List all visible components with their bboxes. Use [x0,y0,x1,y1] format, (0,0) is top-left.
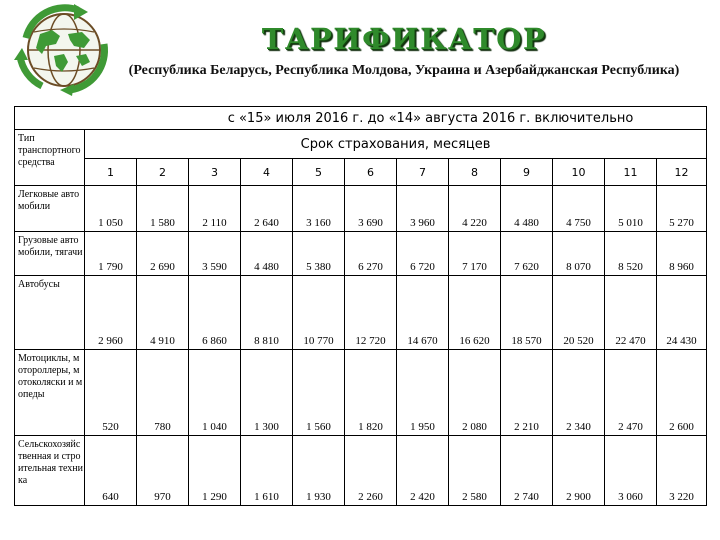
term-header: Срок страхования, месяцев [85,130,707,159]
tariff-value-cell: 3 690 [345,186,397,232]
tariff-value-cell: 4 910 [137,276,189,350]
tariff-value-cell: 1 930 [293,436,345,506]
tariff-table [14,106,707,506]
table-row [15,186,707,232]
tariff-value-cell: 1 050 [85,186,137,232]
vehicle-type-cell: Легковые автомобили [15,186,85,232]
tariff-value-cell: 1 580 [137,186,189,232]
tariff-value-cell: 22 470 [605,276,657,350]
tariff-value-cell: 3 960 [397,186,449,232]
month-header-cell: 7 [397,159,449,186]
month-header-cell: 1 [85,159,137,186]
tariff-value-cell: 4 480 [241,232,293,276]
month-header-cell: 6 [345,159,397,186]
period-header: с «15» июля 2016 г. до «14» августа 2016 г. включительно [15,107,707,130]
green-globe-recycle-arrows-icon [12,4,116,96]
tariff-value-cell: 640 [85,436,137,506]
tariff-value-cell: 2 080 [449,350,501,436]
month-header-cell: 11 [605,159,657,186]
tariff-value-cell: 3 590 [189,232,241,276]
tariff-value-cell: 1 790 [85,232,137,276]
tariff-value-cell: 7 170 [449,232,501,276]
tariff-value-cell: 1 040 [189,350,241,436]
month-row [15,159,707,186]
tariff-value-cell: 8 520 [605,232,657,276]
tariff-value-cell: 1 610 [241,436,293,506]
tariff-value-cell: 2 580 [449,436,501,506]
tariff-value-cell: 6 270 [345,232,397,276]
tariff-value-cell: 16 620 [449,276,501,350]
tariff-value-cell: 4 750 [553,186,605,232]
tariff-value-cell: 1 950 [397,350,449,436]
tariff-value-cell: 2 600 [657,350,707,436]
vehicle-type-cell: Автобусы [15,276,85,350]
month-header-cell: 4 [241,159,293,186]
tariff-value-cell: 18 570 [501,276,553,350]
tariff-value-cell: 12 720 [345,276,397,350]
page-subtitle: (Республика Беларусь, Республика Молдова, Украина и Азербайджанская Республика) [128,63,680,78]
tariff-value-cell: 2 960 [85,276,137,350]
month-header-cell: 12 [657,159,707,186]
tariff-value-cell: 8 960 [657,232,707,276]
month-header-cell: 3 [189,159,241,186]
tariff-value-cell: 14 670 [397,276,449,350]
tariff-value-cell: 3 060 [605,436,657,506]
tariff-value-cell: 6 720 [397,232,449,276]
tariff-value-cell: 3 220 [657,436,707,506]
vehicle-type-cell: Мотоциклы, мотороллеры, мотоколяски и мопеды [15,350,85,436]
tariff-value-cell: 4 480 [501,186,553,232]
table-row [15,232,707,276]
tariff-value-cell: 2 740 [501,436,553,506]
table-row [15,436,707,506]
tariff-value-cell: 2 690 [137,232,189,276]
table-row [15,350,707,436]
tariff-value-cell: 8 070 [553,232,605,276]
tariff-value-cell: 2 420 [397,436,449,506]
tariff-value-cell: 2 340 [553,350,605,436]
tariff-value-cell: 780 [137,350,189,436]
vehicle-type-cell: Грузовые автомобили, тягачи [15,232,85,276]
tariff-value-cell: 4 220 [449,186,501,232]
tariff-value-cell: 1 290 [189,436,241,506]
month-header-cell: 10 [553,159,605,186]
tariff-value-cell: 1 820 [345,350,397,436]
tariff-value-cell: 8 810 [241,276,293,350]
tariff-value-cell: 2 210 [501,350,553,436]
tariff-value-cell: 520 [85,350,137,436]
tariff-value-cell: 24 430 [657,276,707,350]
vehicle-type-header: Тип транспортного средства [15,130,85,186]
tariff-value-cell: 2 900 [553,436,605,506]
tariff-value-cell: 1 300 [241,350,293,436]
tariff-value-cell: 20 520 [553,276,605,350]
table-body [15,186,707,506]
tariff-value-cell: 2 110 [189,186,241,232]
vehicle-type-cell: Сельскохозяйственная и строительная техника [15,436,85,506]
tariff-value-cell: 970 [137,436,189,506]
tariff-value-cell: 1 560 [293,350,345,436]
page-title: ТАРИФИКАТОР [261,22,547,56]
table-row [15,276,707,350]
month-header-cell: 2 [137,159,189,186]
month-header-cell: 8 [449,159,501,186]
tariff-value-cell: 5 270 [657,186,707,232]
tariff-value-cell: 5 380 [293,232,345,276]
tariff-value-cell: 3 160 [293,186,345,232]
month-header-cell: 9 [501,159,553,186]
tariff-value-cell: 2 640 [241,186,293,232]
tariff-value-cell: 2 470 [605,350,657,436]
tariff-value-cell: 10 770 [293,276,345,350]
tariff-value-cell: 5 010 [605,186,657,232]
tariff-value-cell: 2 260 [345,436,397,506]
tariff-value-cell: 6 860 [189,276,241,350]
month-header-cell: 5 [293,159,345,186]
tariff-value-cell: 7 620 [501,232,553,276]
